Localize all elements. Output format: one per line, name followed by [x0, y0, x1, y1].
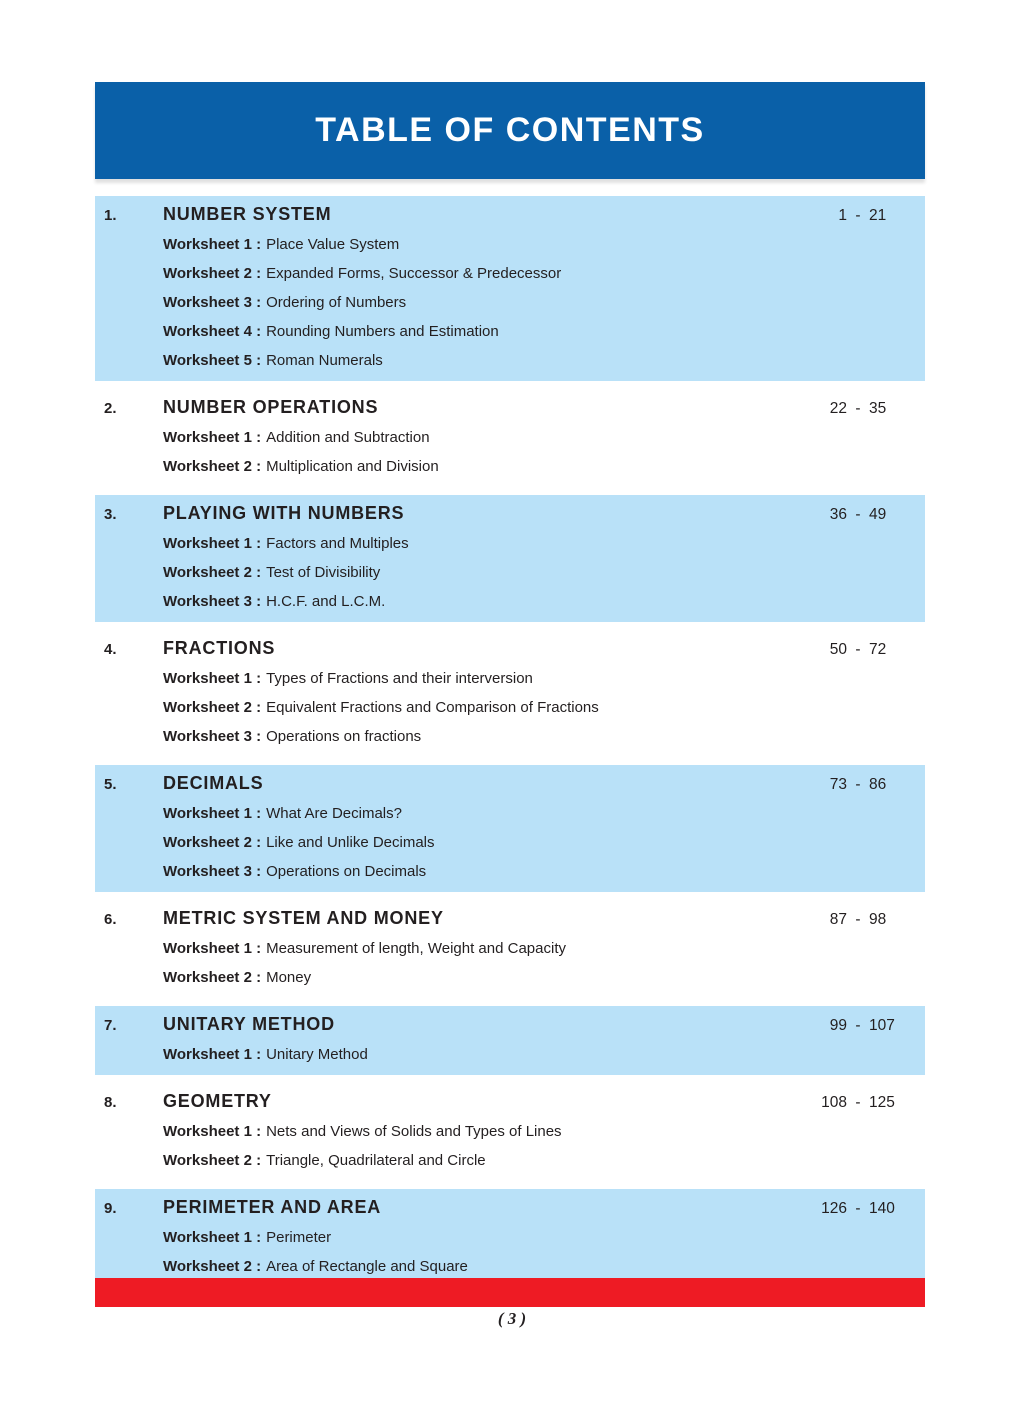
worksheet-entry [163, 799, 925, 828]
toc-section [95, 1083, 925, 1181]
worksheet-label: Worksheet 1 : [163, 429, 262, 446]
worksheet-topic: Ordering of Numbers [266, 294, 407, 311]
page-range-start: 22 [829, 400, 847, 417]
worksheet-topic: H.C.F. and L.C.M. [266, 593, 386, 610]
worksheet-label: Worksheet 2 : [163, 834, 262, 851]
page-range-dash: - [855, 506, 861, 523]
worksheet-topic: Types of Fractions and their interversion [266, 670, 533, 687]
section-title: PLAYING WITH NUMBERS [163, 503, 405, 523]
page-range-end: 107 [869, 1017, 895, 1034]
page-range-dash: - [855, 641, 861, 658]
worksheet-topic: What Are Decimals? [266, 805, 402, 822]
footer-red-bar [95, 1278, 925, 1307]
toc-section [95, 1189, 925, 1287]
section-header-row [95, 1193, 925, 1223]
worksheet-label: Worksheet 5 : [163, 352, 262, 369]
worksheet-label: Worksheet 1 : [163, 236, 262, 253]
worksheet-entry [163, 529, 925, 558]
section-page-range [815, 636, 925, 664]
section-title: DECIMALS [163, 773, 264, 793]
worksheet-topic: Money [266, 969, 312, 986]
worksheet-list [95, 1117, 925, 1175]
page-range-end: 140 [869, 1200, 895, 1217]
worksheet-list [95, 1040, 925, 1069]
worksheet-entry [163, 693, 925, 722]
worksheet-label: Worksheet 2 : [163, 564, 262, 581]
toc-section [95, 900, 925, 998]
worksheet-label: Worksheet 3 : [163, 593, 262, 610]
section-page-range [815, 1012, 925, 1040]
worksheet-entry [163, 423, 925, 452]
worksheet-label: Worksheet 2 : [163, 458, 262, 475]
worksheet-label: Worksheet 2 : [163, 1258, 262, 1275]
worksheet-label: Worksheet 3 : [163, 294, 262, 311]
worksheet-topic: Place Value System [266, 236, 400, 253]
section-number: 9. [104, 1200, 117, 1217]
section-number: 3. [104, 506, 117, 523]
section-header-row [95, 393, 925, 423]
worksheet-list [95, 529, 925, 616]
section-number: 6. [104, 911, 117, 928]
page-range-dash: - [855, 776, 861, 793]
worksheet-label: Worksheet 4 : [163, 323, 262, 340]
page-range-dash: - [855, 400, 861, 417]
worksheet-topic: Operations on fractions [266, 728, 422, 745]
section-title: NUMBER SYSTEM [163, 204, 332, 224]
worksheet-topic: Like and Unlike Decimals [266, 834, 435, 851]
section-header-row [95, 769, 925, 799]
section-page-range [815, 771, 925, 799]
worksheet-list [95, 423, 925, 481]
section-title: PERIMETER AND AREA [163, 1197, 382, 1217]
section-title: METRIC SYSTEM AND MONEY [163, 908, 444, 928]
page-range-dash: - [855, 1094, 861, 1111]
worksheet-label: Worksheet 1 : [163, 1123, 262, 1140]
page-title: TABLE OF CONTENTS [315, 111, 705, 149]
section-title: UNITARY METHOD [163, 1014, 335, 1034]
section-number: 8. [104, 1094, 117, 1111]
worksheet-label: Worksheet 1 : [163, 805, 262, 822]
worksheet-entry [163, 722, 925, 751]
worksheet-entry [163, 1252, 925, 1281]
worksheet-entry [163, 1040, 925, 1069]
worksheet-topic: Expanded Forms, Successor & Predecessor [266, 265, 562, 282]
worksheet-topic: Multiplication and Division [266, 458, 439, 475]
worksheet-entry [163, 1223, 925, 1252]
worksheet-entry [163, 1146, 925, 1175]
section-header-row [95, 1010, 925, 1040]
worksheet-list [95, 230, 925, 375]
worksheet-entry [163, 288, 925, 317]
toc-section-list [95, 196, 925, 1287]
toc-page-content [95, 82, 925, 1295]
worksheet-entry [163, 963, 925, 992]
section-page-range [815, 202, 925, 230]
section-number: 7. [104, 1017, 117, 1034]
worksheet-topic: Addition and Subtraction [266, 429, 430, 446]
worksheet-label: Worksheet 1 : [163, 940, 262, 957]
page-range-start: 99 [829, 1017, 847, 1034]
worksheet-label: Worksheet 2 : [163, 1152, 262, 1169]
section-number: 5. [104, 776, 117, 793]
page-range-dash: - [855, 911, 861, 928]
worksheet-label: Worksheet 2 : [163, 969, 262, 986]
section-title: GEOMETRY [163, 1091, 272, 1111]
page-range-end: 125 [869, 1094, 895, 1111]
header-banner [95, 82, 925, 179]
worksheet-list [95, 1223, 925, 1281]
worksheet-list [95, 934, 925, 992]
worksheet-label: Worksheet 2 : [163, 265, 262, 282]
page-range-dash: - [855, 207, 861, 224]
worksheet-label: Worksheet 3 : [163, 863, 262, 880]
page-range-end: 49 [869, 506, 887, 523]
toc-section [95, 389, 925, 487]
toc-section [95, 765, 925, 892]
worksheet-entry [163, 934, 925, 963]
worksheet-entry [163, 346, 925, 375]
section-number: 4. [104, 641, 117, 658]
worksheet-label: Worksheet 1 : [163, 535, 262, 552]
page-range-end: 98 [869, 911, 887, 928]
page-range-start: 73 [829, 776, 847, 793]
page-range-dash: - [855, 1017, 861, 1034]
worksheet-topic: Nets and Views of Solids and Types of Lines [266, 1123, 562, 1140]
section-title: FRACTIONS [163, 638, 276, 658]
page-range-start: 108 [821, 1094, 847, 1111]
worksheet-topic: Rounding Numbers and Estimation [266, 323, 499, 340]
section-number: 1. [104, 207, 117, 224]
worksheet-topic: Perimeter [266, 1229, 332, 1246]
toc-section [95, 1006, 925, 1075]
page-range-start: 87 [829, 911, 847, 928]
page-range-start: 36 [829, 506, 847, 523]
toc-section [95, 495, 925, 622]
worksheet-topic: Triangle, Quadrilateral and Circle [266, 1152, 486, 1169]
page-range-end: 86 [869, 776, 887, 793]
worksheet-entry [163, 452, 925, 481]
section-header-row [95, 904, 925, 934]
worksheet-entry [163, 664, 925, 693]
section-header-row [95, 499, 925, 529]
worksheet-topic: Test of Divisibility [266, 564, 381, 581]
section-page-range [815, 1089, 925, 1117]
worksheet-entry [163, 317, 925, 346]
worksheet-label: Worksheet 1 : [163, 670, 262, 687]
worksheet-topic: Operations on Decimals [266, 863, 427, 880]
worksheet-entry [163, 857, 925, 886]
toc-section [95, 196, 925, 381]
worksheet-label: Worksheet 3 : [163, 728, 262, 745]
worksheet-entry [163, 230, 925, 259]
worksheet-label: Worksheet 2 : [163, 699, 262, 716]
worksheet-label: Worksheet 1 : [163, 1046, 262, 1063]
worksheet-topic: Factors and Multiples [266, 535, 409, 552]
section-number: 2. [104, 400, 117, 417]
section-page-range [815, 501, 925, 529]
section-title: NUMBER OPERATIONS [163, 397, 379, 417]
section-page-range [815, 395, 925, 423]
section-page-range [815, 906, 925, 934]
worksheet-entry [163, 558, 925, 587]
worksheet-entry [163, 259, 925, 288]
section-header-row [95, 1087, 925, 1117]
section-header-row [95, 200, 925, 230]
worksheet-topic: Equivalent Fractions and Comparison of Fractions [266, 699, 599, 716]
worksheet-topic: Unitary Method [266, 1046, 368, 1063]
page-range-start: 50 [829, 641, 847, 658]
page-range-end: 72 [869, 641, 887, 658]
worksheet-topic: Area of Rectangle and Square [266, 1258, 468, 1275]
page-number: ( 3 ) [497, 1309, 527, 1328]
worksheet-list [95, 799, 925, 886]
page-range-dash: - [855, 1200, 861, 1217]
page-range-end: 35 [869, 400, 887, 417]
worksheet-topic: Roman Numerals [266, 352, 383, 369]
page-range-start: 1 [838, 207, 847, 224]
page-range-end: 21 [869, 207, 887, 224]
worksheet-topic: Measurement of length, Weight and Capacity [266, 940, 566, 957]
worksheet-entry [163, 828, 925, 857]
page-range-start: 126 [821, 1200, 847, 1217]
toc-section [95, 630, 925, 757]
section-page-range [815, 1195, 925, 1223]
worksheet-label: Worksheet 1 : [163, 1229, 262, 1246]
section-header-row [95, 634, 925, 664]
worksheet-list [95, 664, 925, 751]
worksheet-entry [163, 587, 925, 616]
worksheet-entry [163, 1117, 925, 1146]
